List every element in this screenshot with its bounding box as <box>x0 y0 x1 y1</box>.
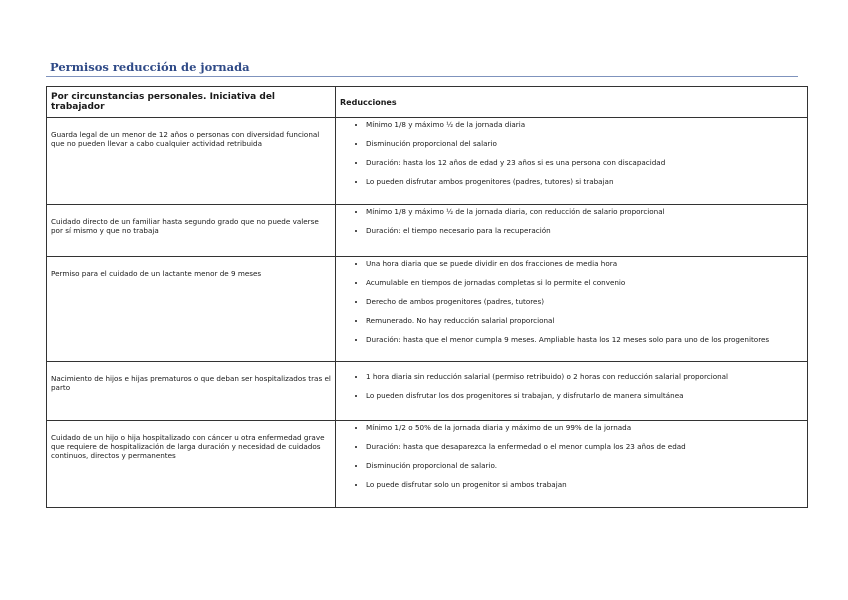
table-row <box>47 421 808 508</box>
list-item: • Duración: hasta que desaparezca la enfermedad o el menor cumpla los 23 años de edad <box>366 442 803 451</box>
list-item: • Derecho de ambos progenitores (padres, tutores) <box>366 297 803 306</box>
list-item: • Lo pueden disfrutar los dos progenitores si trabajan, y disfrutarlo de manera simultánea <box>366 391 803 400</box>
reductions-list <box>340 372 803 400</box>
list-item: • Disminución proporcional del salario <box>366 139 803 148</box>
reductions-list <box>340 207 803 235</box>
list-item: • Una hora diaria que se puede dividir en dos fracciones de media hora <box>366 259 803 268</box>
page-title: Permisos reducción de jornada <box>50 60 250 74</box>
row-reductions <box>336 362 808 421</box>
reductions-table <box>46 86 808 508</box>
header-reductions: Reducciones <box>336 87 808 118</box>
title-divider <box>46 76 798 77</box>
row-circumstance: Guarda legal de un menor de 12 años o personas con diversidad funcional que no pueden llevar a cabo cualquier actividad retribuida <box>47 118 336 205</box>
table-row <box>47 257 808 362</box>
list-item: • Mínimo 1/8 y máximo ½ de la jornada diaria <box>366 120 803 129</box>
reductions-list <box>340 120 803 186</box>
row-circumstance: Permiso para el cuidado de un lactante menor de 9 meses <box>47 257 336 362</box>
list-item: • Duración: el tiempo necesario para la recuperación <box>366 226 803 235</box>
list-item: • Lo puede disfrutar solo un progenitor si ambos trabajan <box>366 480 803 489</box>
row-circumstance: Cuidado de un hijo o hija hospitalizado con cáncer u otra enfermedad grave que requiere de hospitalización de larga duración y necesidad de cuidados continuos, directos y permanentes <box>47 421 336 508</box>
list-item: • Mínimo 1/2 o 50% de la jornada diaria y máximo de un 99% de la jornada <box>366 423 803 432</box>
row-reductions <box>336 205 808 257</box>
list-item: • Acumulable en tiempos de jornadas completas si lo permite el convenio <box>366 278 803 287</box>
list-item: • Disminución proporcional de salario. <box>366 461 803 470</box>
table-row <box>47 362 808 421</box>
list-item: • Lo pueden disfrutar ambos progenitores (padres, tutores) si trabajan <box>366 177 803 186</box>
header-circumstances: Por circunstancias personales. Iniciativa del trabajador <box>47 87 336 118</box>
table-row <box>47 118 808 205</box>
row-circumstance: Cuidado directo de un familiar hasta segundo grado que no puede valerse por sí mismo y que no trabaja <box>47 205 336 257</box>
reductions-list <box>340 259 803 344</box>
table-row <box>47 205 808 257</box>
list-item: • Remunerado. No hay reducción salarial proporcional <box>366 316 803 325</box>
row-reductions <box>336 421 808 508</box>
list-item: • Duración: hasta que el menor cumpla 9 meses. Ampliable hasta los 12 meses solo para uno de los progenitores <box>366 335 803 344</box>
row-reductions <box>336 257 808 362</box>
row-reductions <box>336 118 808 205</box>
list-item: • 1 hora diaria sin reducción salarial (permiso retribuido) o 2 horas con reducción salarial proporcional <box>366 372 803 381</box>
row-circumstance: Nacimiento de hijos e hijas prematuros o que deban ser hospitalizados tras el parto <box>47 362 336 421</box>
list-item: • Duración: hasta los 12 años de edad y 23 años si es una persona con discapacidad <box>366 158 803 167</box>
reductions-list <box>340 423 803 489</box>
table-header-row <box>47 87 808 118</box>
list-item: • Mínimo 1/8 y máximo ½ de la jornada diaria, con reducción de salario proporcional <box>366 207 803 216</box>
